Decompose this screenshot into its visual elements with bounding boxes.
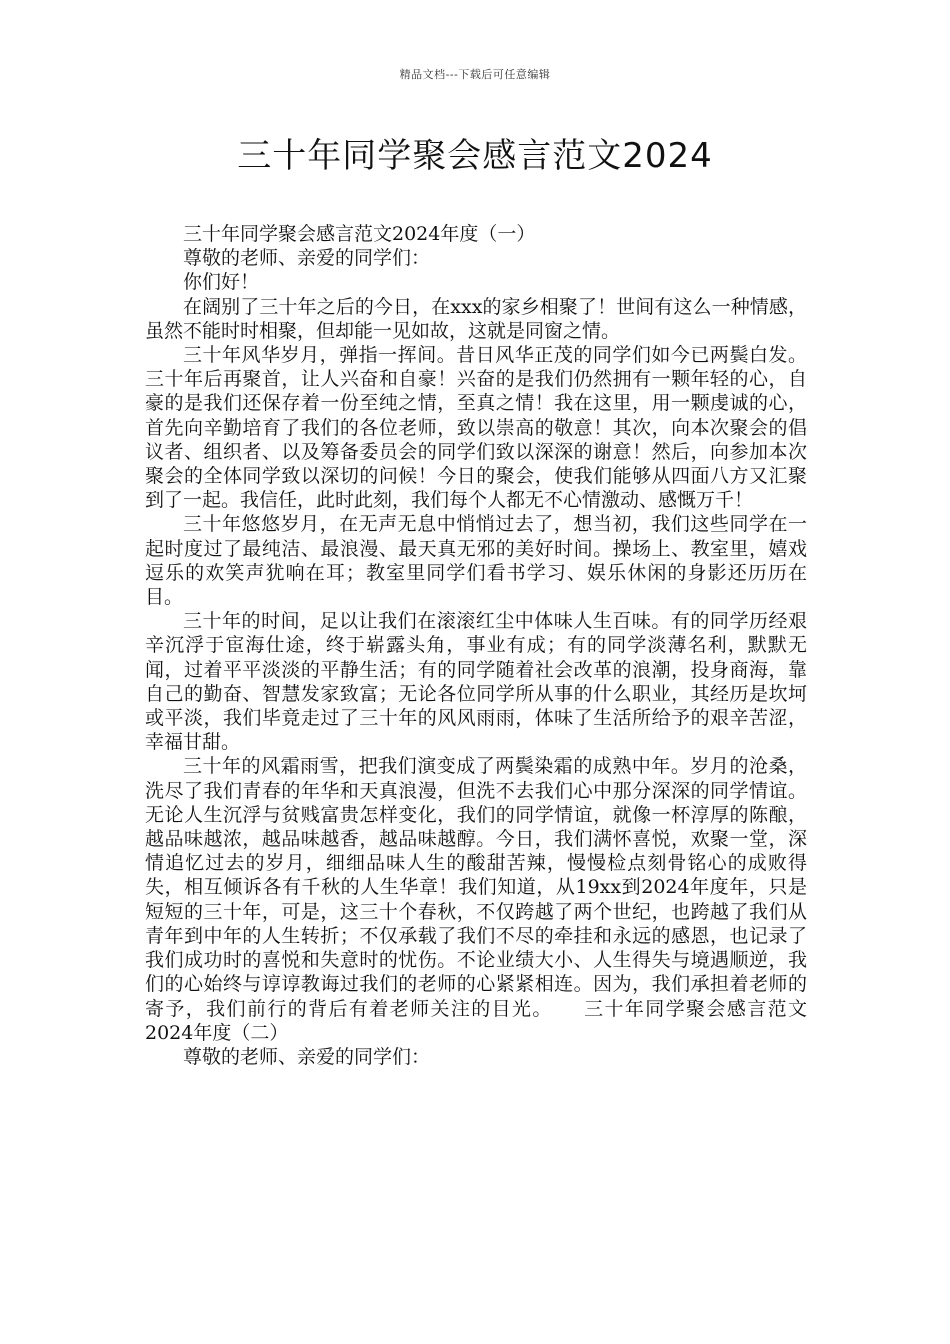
paragraph: 在阔别了三十年之后的今日，在xxx的家乡相聚了！世间有这么一种情感，虽然不能时时相聚，但却能一见如故，这就是同窗之情。 [145,295,807,342]
header-note: 精品文档---下载后可任意编辑 [399,68,551,81]
greeting: 你们好！ [183,271,260,294]
section-heading-1: 三十年同学聚会感言范文2024年度（一） [183,223,536,245]
document-body [145,222,807,1069]
paragraph: 三十年悠悠岁月，在无声无息中悄悄过去了，想当初，我们这些同学在一起时度过了最纯洁、最浪漫、最天真无邪的美好时间。操场上、教室里，嬉戏逗乐的欢笑声犹响在耳；教室里同学们看书学习、娱乐休闲的身影还历历在目。 [145,513,807,609]
salutation: 尊敬的老师、亲爱的同学们： [183,1045,431,1068]
paragraph: 三十年的风霜雨雪，把我们演变成了两鬓染霜的成熟中年。岁月的沧桑，洗尽了我们青春的年华和天真浪漫，但洗不去我们心中那分深深的同学情谊。无论人生沉浮与贫贱富贵怎样变化，我们的同学情谊，就像一杯淳厚的陈酿，越品味越浓，越品味越香，越品味越醇。今日，我们满怀喜悦，欢聚一堂，深情追忆过去的岁月，细细品味人生的酸甜苦辣，慢慢检点刻骨铭心的成败得失，相互倾诉各有千秋的人生华章！我们知道，从19xx到2024年度年，只是短短的三十年，可是，这三十个春秋，不仅跨越了两个世纪，也跨越了我们从青年到中年的人生转折；不仅承载了我们不尽的牵挂和永远的感恩，也记录了我们成功时的喜悦和失意时的忧伤。不论业绩大小、人生得失与境遇顺逆，我们的心始终与谆谆教诲过我们的老师的心紧紧相连。因为，我们承担着老师的寄予，我们前行的背后有着老师关注的目光。 三十年同学聚会感言范文2024年度（二） [145,755,807,1044]
document-title: 三十年同学聚会感言范文2024 [237,136,713,176]
paragraph: 三十年的时间，足以让我们在滚滚红尘中体味人生百味。有的同学历经艰辛沉浮于宦海仕途，终于崭露头角，事业有成；有的同学淡薄名利，默默无闻，过着平平淡淡的平静生活；有的同学随着社会改革的浪潮，投身商海，靠自己的勤奋、智慧发家致富；无论各位同学所从事的什么职业，其经历是坎坷或平淡，我们毕竟走过了三十年的风风雨雨，体味了生活所给予的艰辛苦涩，幸福甘甜。 [145,610,807,754]
paragraph: 三十年风华岁月，弹指一挥间。昔日风华正茂的同学们如今已两鬓白发。三十年后再聚首，让人兴奋和自豪！兴奋的是我们仍然拥有一颗年轻的心，自豪的是我们还保存着一份至纯之情，至真之情！我在这里，用一颗虔诚的心，首先向辛勤培育了我们的各位老师，致以崇高的敬意！其次，向本次聚会的倡议者、组织者、以及筹备委员会的同学们致以深深的谢意！然后，向参加本次聚会的全体同学致以深切的问候！今日的聚会，使我们能够从四面八方又汇聚到了一起。我信任，此时此刻，我们每个人都无不心情激动、感慨万千！ [145,344,807,512]
salutation: 尊敬的老师、亲爱的同学们： [183,247,431,270]
